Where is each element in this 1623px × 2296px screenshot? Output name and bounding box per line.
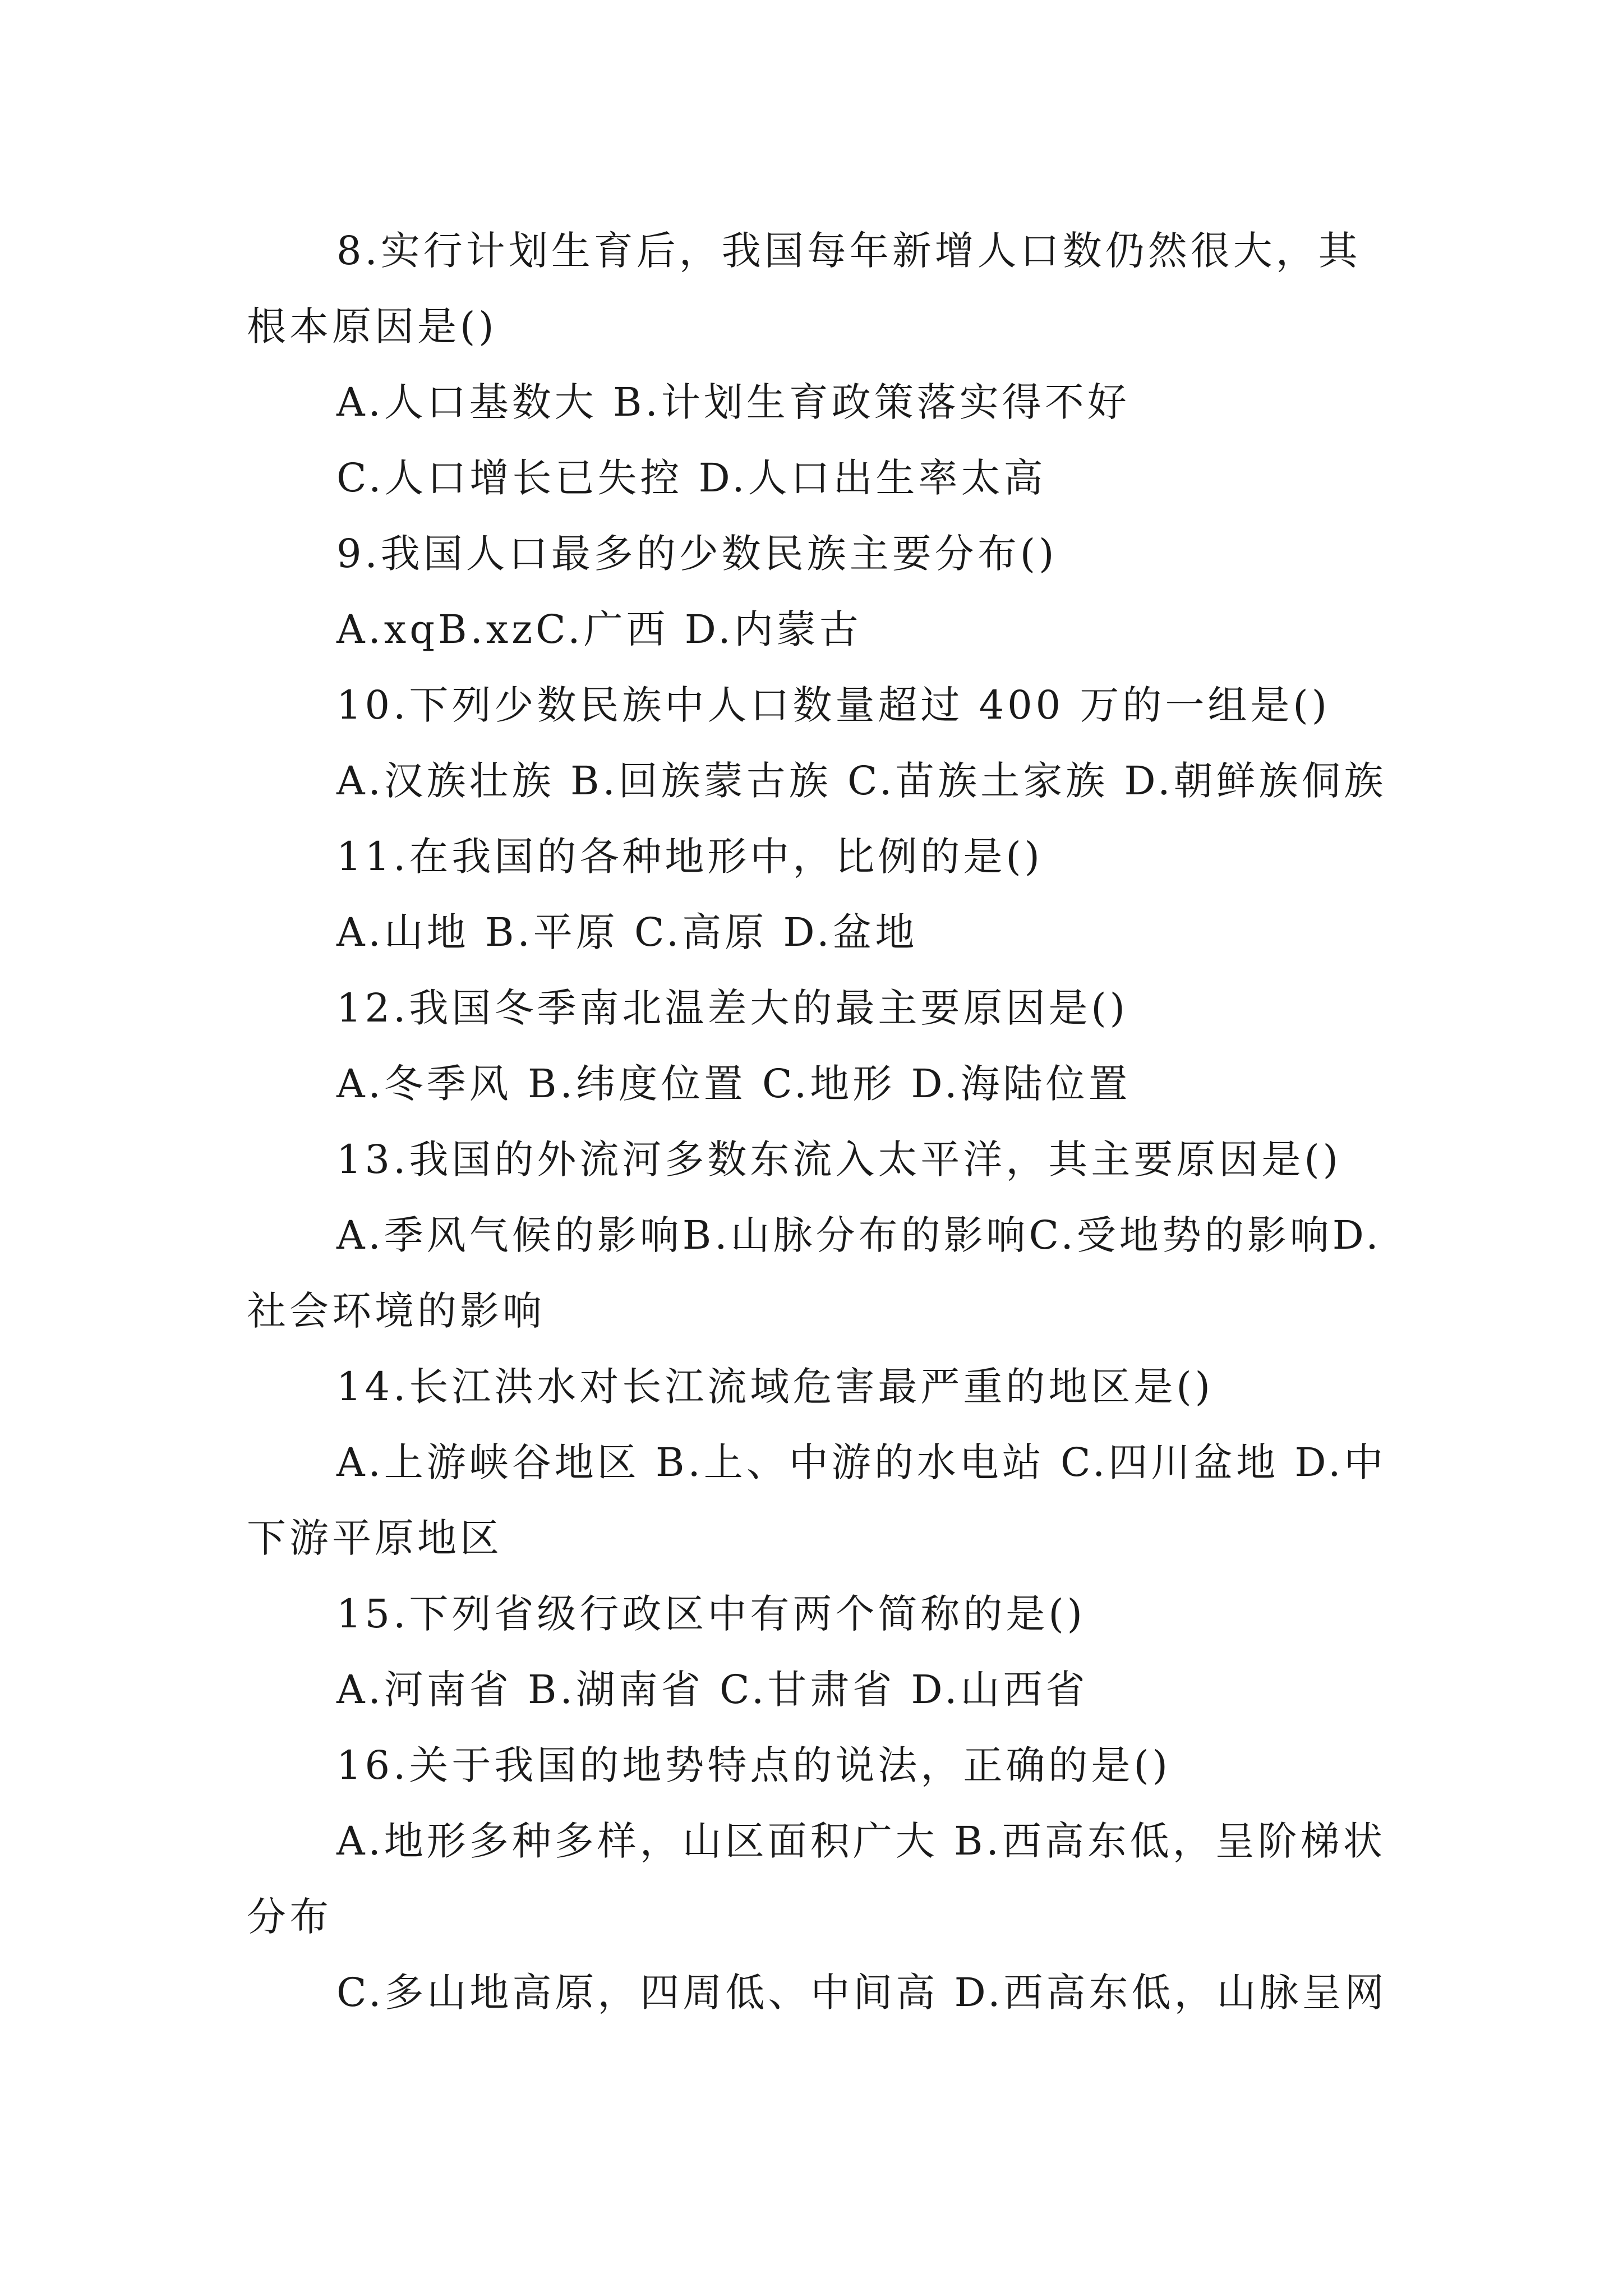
- question-8-stem: 8.实行计划生育后，我国每年新增人口数仍然很大，其: [336, 228, 1361, 274]
- question-14-stem: 14.长江洪水对长江流域危害最严重的地区是(): [336, 1364, 1214, 1410]
- question-8-stem-continued: 根本原因是(): [247, 303, 497, 349]
- question-16-options-ab: A.地形多种多样，山区面积广大 B.西高东低，呈阶梯状: [336, 1818, 1386, 1864]
- document-body: [247, 213, 1387, 2031]
- question-9-options: A.xqB.xzC.广西 D.内蒙古: [336, 606, 862, 652]
- question-13-options-continued: 社会环境的影响: [247, 1288, 545, 1334]
- question-14-options: A.上游峡谷地区 B.上、中游的水电站 C.四川盆地 D.中: [336, 1439, 1387, 1485]
- question-15-options: A.河南省 B.湖南省 C.甘肃省 D.山西省: [336, 1667, 1089, 1713]
- question-11-stem: 11.在我国的各种地形中，比例的是(): [336, 834, 1043, 880]
- question-12-options: A.冬季风 B.纬度位置 C.地形 D.海陆位置: [336, 1061, 1131, 1107]
- question-16-options-cd: C.多山地高原，四周低、中间高 D.西高东低，山脉呈网: [336, 1970, 1387, 2016]
- question-13-stem: 13.我国的外流河多数东流入太平洋，其主要原因是(): [336, 1137, 1341, 1182]
- question-16-options-ab-continued: 分布: [247, 1894, 332, 1940]
- question-9-stem: 9.我国人口最多的少数民族主要分布(): [336, 531, 1058, 577]
- question-13-options: A.季风气候的影响B.山脉分布的影响C.受地势的影响D.: [336, 1212, 1382, 1258]
- question-10-stem: 10.下列少数民族中人口数量超过 400 万的一组是(): [336, 682, 1331, 728]
- question-11-options: A.山地 B.平原 C.高原 D.盆地: [336, 909, 918, 955]
- question-8-options-ab: A.人口基数大 B.计划生育政策落实得不好: [336, 379, 1130, 425]
- question-16-stem: 16.关于我国的地势特点的说法，正确的是(): [336, 1742, 1171, 1788]
- question-15-stem: 15.下列省级行政区中有两个简称的是(): [336, 1591, 1086, 1637]
- question-10-options: A.汉族壮族 B.回族蒙古族 C.苗族土家族 D.朝鲜族侗族: [336, 758, 1387, 804]
- question-8-options-cd: C.人口增长已失控 D.人口出生率太高: [336, 455, 1046, 501]
- question-12-stem: 12.我国冬季南北温差大的最主要原因是(): [336, 985, 1128, 1031]
- question-14-options-continued: 下游平原地区: [247, 1515, 502, 1561]
